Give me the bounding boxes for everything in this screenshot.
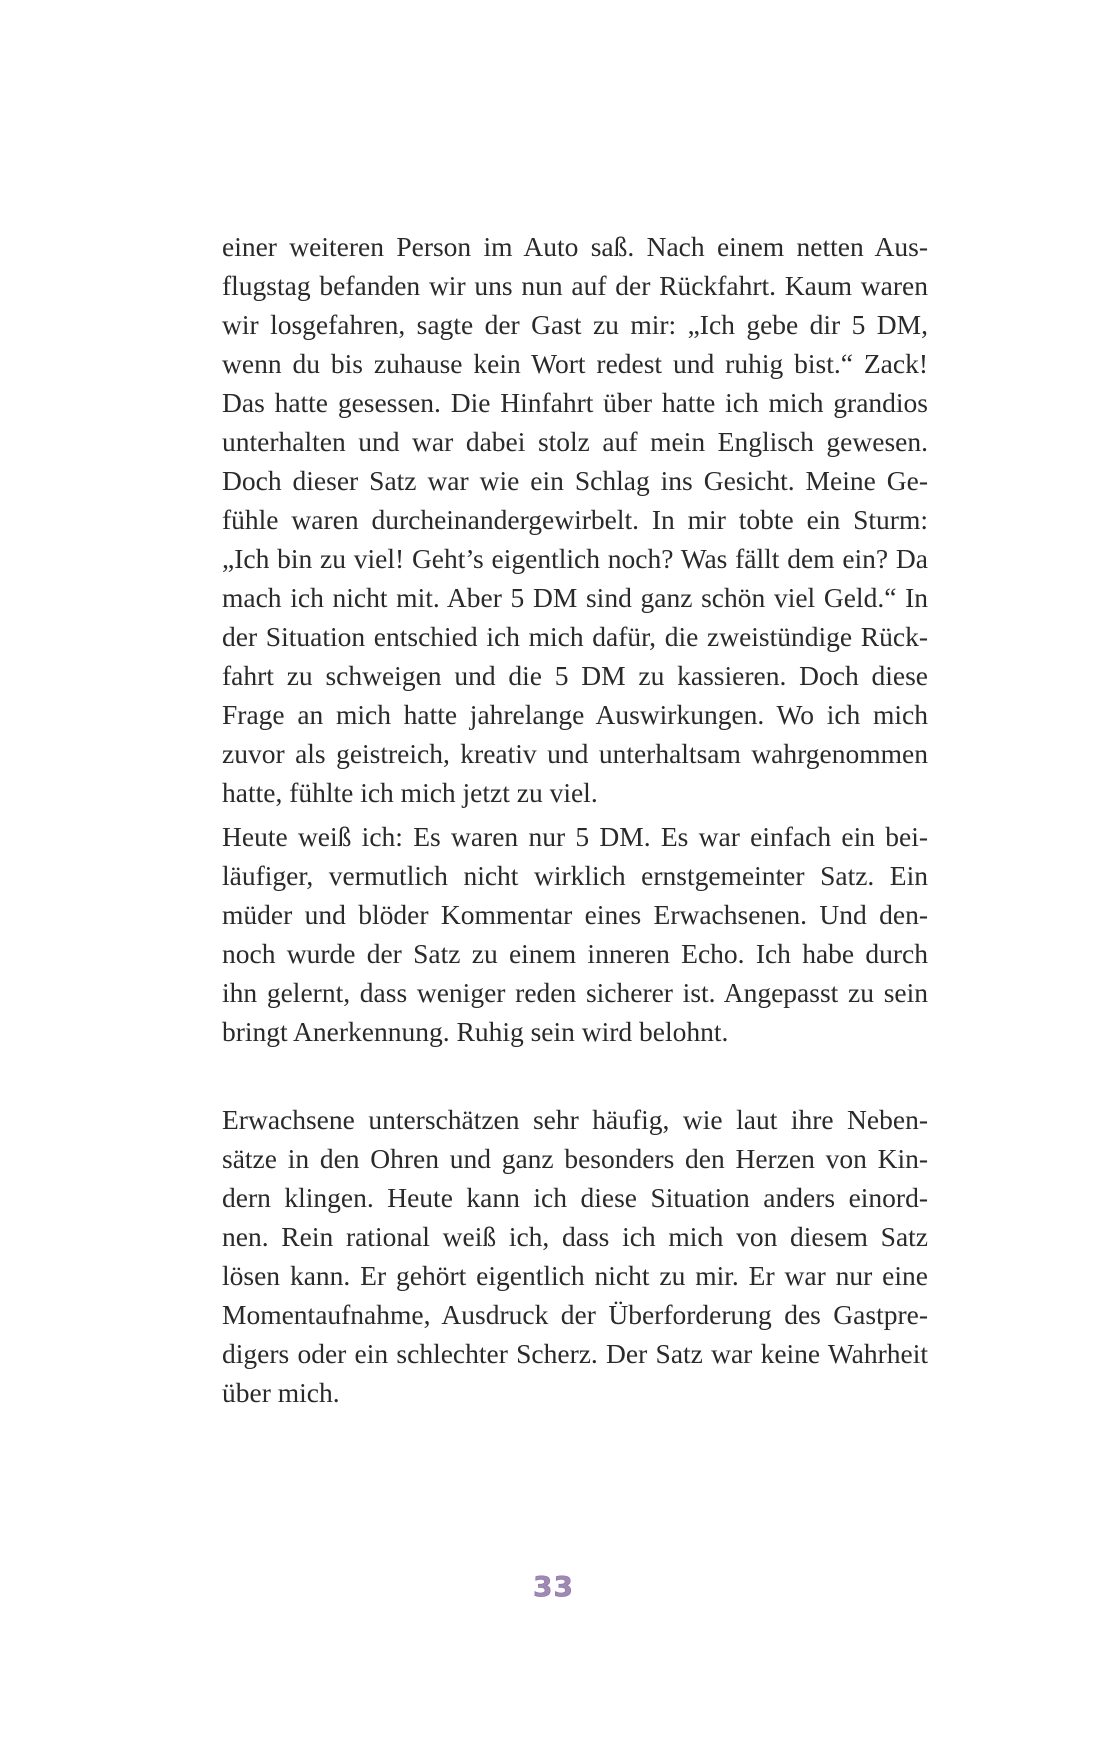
text-line: noch wurde der Satz zu einem inneren Echo. Ich habe durch — [222, 938, 928, 969]
text-line: hatte, fühlte ich mich jetzt zu viel. — [222, 777, 598, 808]
text-line: zuvor als geistreich, kreativ und unterhaltsam wahrgenommen — [222, 738, 928, 769]
text-line: nen. Rein rational weiß ich, dass ich mich von diesem Satz — [222, 1221, 928, 1252]
paragraph-1 — [222, 227, 928, 812]
text-line: lösen kann. Er gehört eigentlich nicht zu mir. Er war nur eine — [222, 1260, 928, 1291]
text-line: fühle waren durcheinandergewirbelt. In mir tobte ein Sturm: — [222, 504, 928, 535]
text-line: mach ich nicht mit. Aber 5 DM sind ganz schön viel Geld.“ In — [222, 582, 928, 613]
paragraph-3 — [222, 1100, 928, 1412]
text-line: Erwachsene unterschätzen sehr häufig, wie laut ihre Neben- — [222, 1104, 928, 1135]
text-line: digers oder ein schlechter Scherz. Der Satz war keine Wahrheit — [222, 1338, 928, 1369]
text-line: bringt Anerkennung. Ruhig sein wird belohnt. — [222, 1016, 729, 1047]
page-number: 33 — [533, 1570, 574, 1603]
text-line: sätze in den Ohren und ganz besonders den Herzen von Kin- — [222, 1143, 928, 1174]
text-line: wenn du bis zuhause kein Wort redest und ruhig bist.“ Zack! — [222, 348, 928, 379]
text-line: wir losgefahren, sagte der Gast zu mir: „Ich gebe dir 5 DM, — [222, 309, 928, 340]
text-line: über mich. — [222, 1377, 340, 1408]
text-line: Frage an mich hatte jahrelange Auswirkungen. Wo ich mich — [222, 699, 928, 730]
text-line: ihn gelernt, dass weniger reden sicherer ist. Angepasst zu sein — [222, 977, 928, 1008]
text-line: einer weiteren Person im Auto saß. Nach einem netten Aus- — [222, 231, 928, 262]
text-line: Doch dieser Satz war wie ein Schlag ins Gesicht. Meine Ge- — [222, 465, 928, 496]
text-line: flugstag befanden wir uns nun auf der Rückfahrt. Kaum waren — [222, 270, 928, 301]
paragraph-2 — [222, 817, 928, 1051]
text-line: Heute weiß ich: Es waren nur 5 DM. Es war einfach ein bei- — [222, 821, 928, 852]
text-line: läufiger, vermutlich nicht wirklich ernstgemeinter Satz. Ein — [222, 860, 928, 891]
text-line: Das hatte gesessen. Die Hinfahrt über hatte ich mich grandios — [222, 387, 928, 418]
text-line: müder und blöder Kommentar eines Erwachsenen. Und den- — [222, 899, 928, 930]
text-line: dern klingen. Heute kann ich diese Situation anders einord- — [222, 1182, 928, 1213]
text-line: unterhalten und war dabei stolz auf mein Englisch gewesen. — [222, 426, 928, 457]
text-line: Momentaufnahme, Ausdruck der Überforderung des Gastpre- — [222, 1299, 928, 1330]
text-line: „Ich bin zu viel! Geht’s eigentlich noch? Was fällt dem ein? Da — [222, 543, 928, 574]
text-line: der Situation entschied ich mich dafür, die zweistündige Rück- — [222, 621, 928, 652]
text-line: fahrt zu schweigen und die 5 DM zu kassieren. Doch diese — [222, 660, 928, 691]
